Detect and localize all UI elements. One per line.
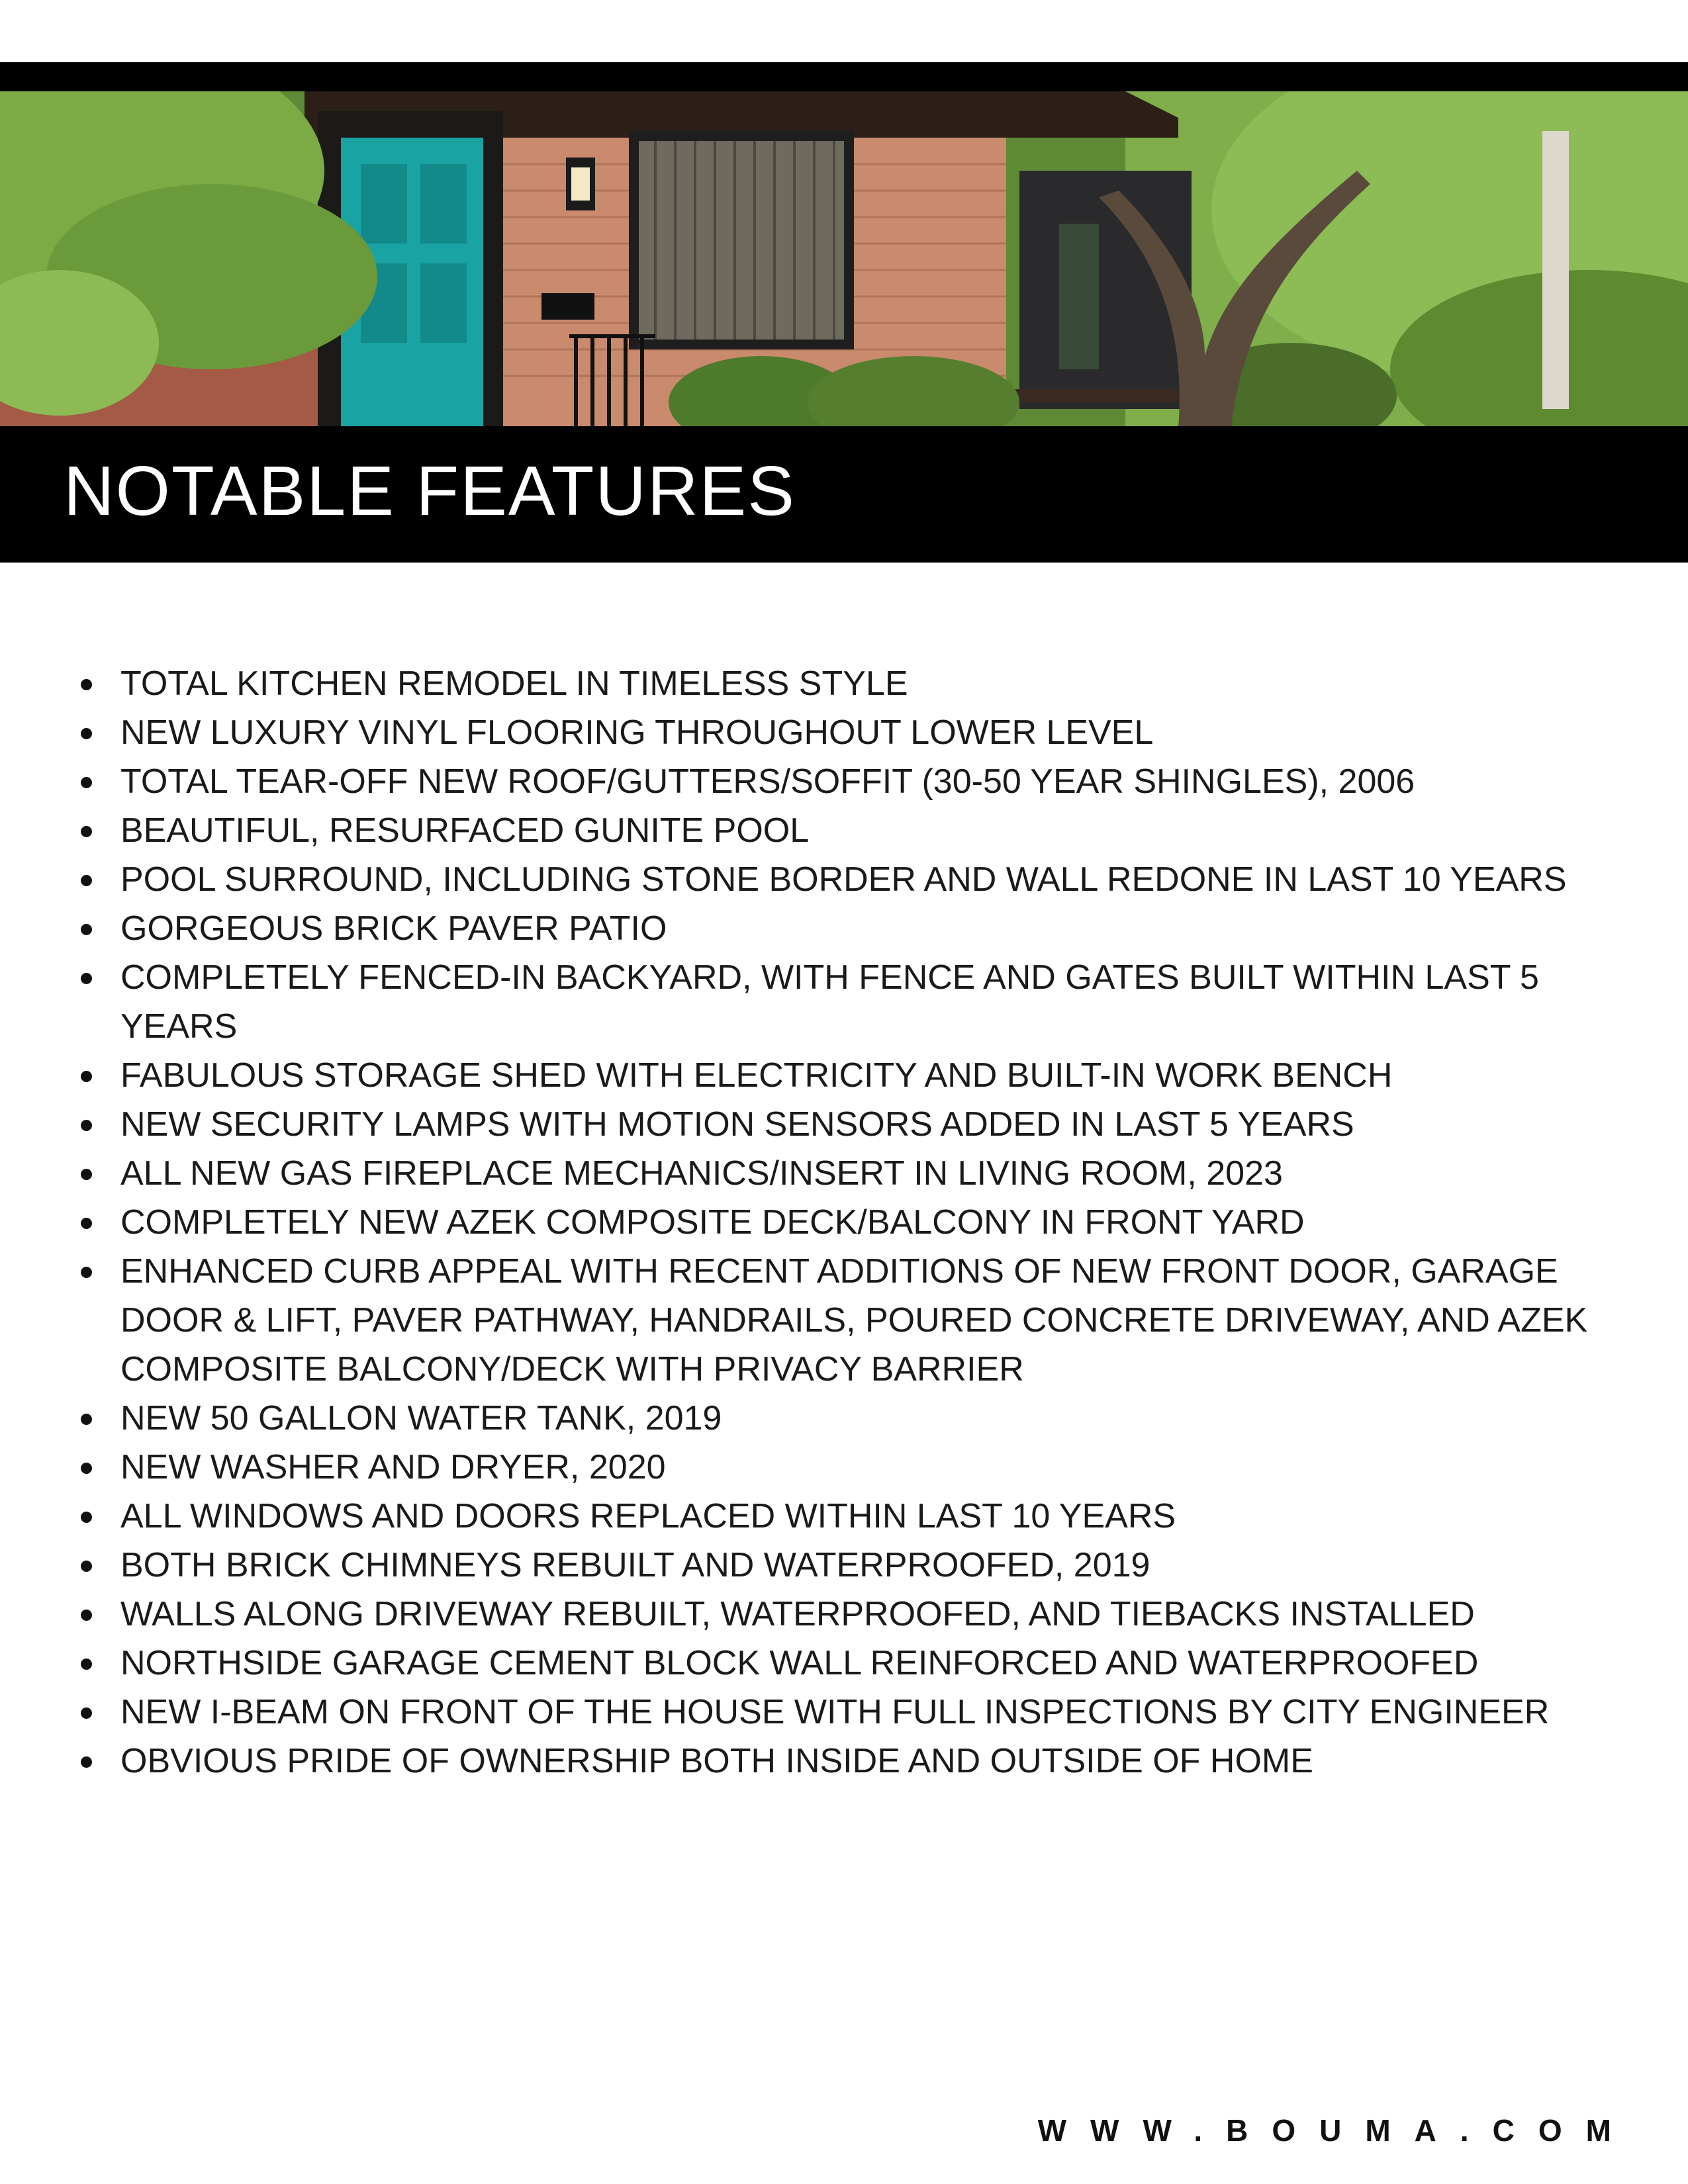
bullet-icon xyxy=(81,826,92,837)
list-item: ENHANCED CURB APPEAL WITH RECENT ADDITIONS OF NEW FRONT DOOR, GARAGE DOOR & LIFT, PAVER PATHWAY, HANDRAILS, POURED CONCRETE DRIVEWAY, AND AZEK COMPOSITE BALCONY/DECK WITH PRIVACY BARRIER xyxy=(79,1247,1622,1394)
bullet-icon xyxy=(81,924,92,935)
list-item: BEAUTIFUL, RESURFACED GUNITE POOL xyxy=(79,806,1622,855)
bullet-icon xyxy=(81,1463,92,1474)
list-item: NEW WASHER AND DRYER, 2020 xyxy=(79,1443,1622,1492)
bullet-icon xyxy=(81,973,92,984)
bullet-icon xyxy=(81,728,92,739)
bullet-icon xyxy=(81,1071,92,1082)
bullet-icon xyxy=(81,1659,92,1670)
top-black-bar xyxy=(0,62,1688,93)
bullet-icon xyxy=(81,1120,92,1131)
list-item: OBVIOUS PRIDE OF OWNERSHIP BOTH INSIDE AND OUTSIDE OF HOME xyxy=(79,1737,1622,1786)
list-item: POOL SURROUND, INCLUDING STONE BORDER AND WALL REDONE IN LAST 10 YEARS xyxy=(79,855,1622,904)
list-item: TOTAL TEAR-OFF NEW ROOF/GUTTERS/SOFFIT (30-50 YEAR SHINGLES), 2006 xyxy=(79,757,1622,806)
bullet-icon xyxy=(81,1561,92,1572)
list-item: NEW 50 GALLON WATER TANK, 2019 xyxy=(79,1394,1622,1443)
page-title: NOTABLE FEATURES xyxy=(64,452,796,530)
bullet-icon xyxy=(81,875,92,886)
list-item: NEW I-BEAM ON FRONT OF THE HOUSE WITH FULL INSPECTIONS BY CITY ENGINEER xyxy=(79,1688,1622,1737)
bullet-icon xyxy=(81,1610,92,1621)
bullet-icon xyxy=(81,1756,92,1768)
bullet-icon xyxy=(81,1169,92,1180)
list-item: WALLS ALONG DRIVEWAY REBUILT, WATERPROOFED, AND TIEBACKS INSTALLED xyxy=(79,1590,1622,1639)
features-list xyxy=(79,659,1622,1786)
bullet-icon xyxy=(81,1414,92,1425)
bullet-icon xyxy=(81,777,92,788)
list-item: NORTHSIDE GARAGE CEMENT BLOCK WALL REINFORCED AND WATERPROOFED xyxy=(79,1639,1622,1688)
bullet-icon xyxy=(81,1707,92,1719)
bullet-icon xyxy=(81,1267,92,1278)
list-item: FABULOUS STORAGE SHED WITH ELECTRICITY AND BUILT-IN WORK BENCH xyxy=(79,1051,1622,1100)
bullet-icon xyxy=(81,679,92,690)
list-item: NEW LUXURY VINYL FLOORING THROUGHOUT LOWER LEVEL xyxy=(79,708,1622,757)
list-item: ALL NEW GAS FIREPLACE MECHANICS/INSERT IN LIVING ROOM, 2023 xyxy=(79,1149,1622,1198)
bullet-icon xyxy=(81,1512,92,1523)
list-item: TOTAL KITCHEN REMODEL IN TIMELESS STYLE xyxy=(79,659,1622,708)
house-photo xyxy=(0,91,1688,428)
bullet-icon xyxy=(81,1218,92,1229)
website-url[interactable]: WWW.BOUMA.COM xyxy=(1037,2113,1635,2148)
list-item: NEW SECURITY LAMPS WITH MOTION SENSORS ADDED IN LAST 5 YEARS xyxy=(79,1100,1622,1149)
list-item: COMPLETELY NEW AZEK COMPOSITE DECK/BALCONY IN FRONT YARD xyxy=(79,1198,1622,1247)
title-bar xyxy=(0,426,1688,563)
list-item: ALL WINDOWS AND DOORS REPLACED WITHIN LAST 10 YEARS xyxy=(79,1492,1622,1541)
list-item: BOTH BRICK CHIMNEYS REBUILT AND WATERPROOFED, 2019 xyxy=(79,1541,1622,1590)
list-item: COMPLETELY FENCED-IN BACKYARD, WITH FENCE AND GATES BUILT WITHIN LAST 5 YEARS xyxy=(79,953,1622,1051)
list-item: GORGEOUS BRICK PAVER PATIO xyxy=(79,904,1622,953)
